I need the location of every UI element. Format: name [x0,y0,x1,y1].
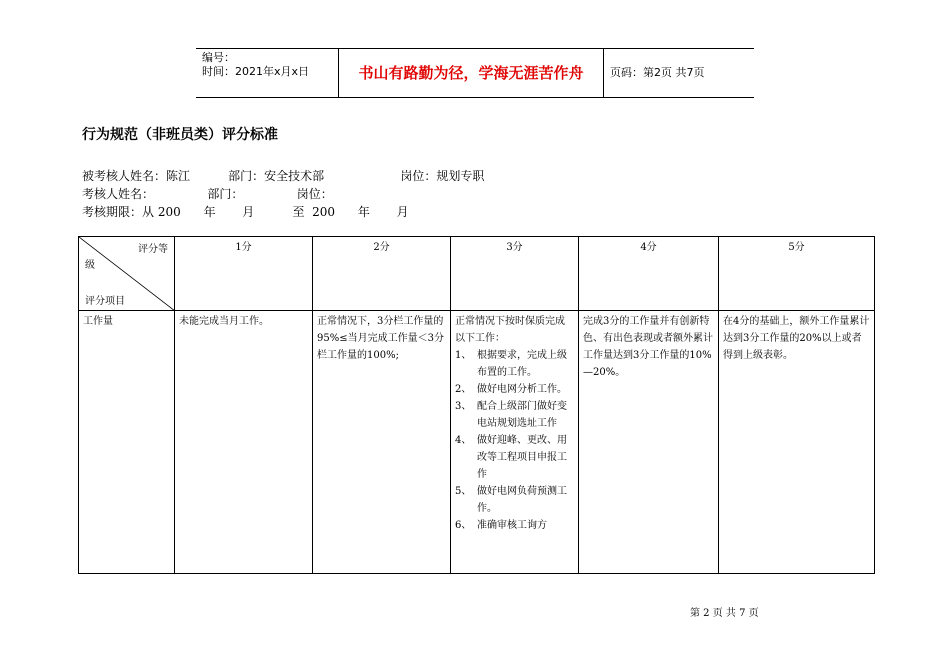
score-3-list [455,347,574,534]
score-2-cell: 正常情况下，3分栏工作量的95%≤当月完成工作量＜3分栏工作量的100%; [313,311,451,574]
list-item: 4、 做好迎峰、更改、用改等工程项目申报工作 [455,435,567,480]
scoring-table [78,236,875,574]
score-1-cell: 未能完成当月工作。 [175,311,313,574]
page-label: 页码：第2页 共7页 [610,66,705,79]
page-title: 行为规范（非班员类）评分标准 [82,127,278,143]
score-5-cell: 在4分的基础上，额外工作量累计达到3分工作量的20%以上或者得到上级表彰。 [719,311,875,574]
info-assessee: 被考核人姓名：陈江 部门：安全技术部 岗位：规划专职 [82,169,485,183]
column-header: 5分 [719,237,875,311]
score-3-cell [451,311,579,574]
column-header: 3分 [451,237,579,311]
corner-item-label: 评分项目 [85,296,125,307]
page-footer: 第 2 页 共 7 页 [690,608,759,619]
header-motto: 书山有路勤为径，学海无涯苦作舟 [358,64,584,82]
corner-score-label: 评分等 [138,244,168,255]
list-item: 3、 配合上级部门做好变电站规划选址工作 [455,401,567,429]
item-name-cell: 工作量 [79,311,175,574]
column-header: 1分 [175,237,313,311]
list-item: 6、 准确审核工询方 [455,520,547,531]
info-assessor: 考核人姓名： 部门： 岗位： [82,187,333,201]
document-header [196,48,754,98]
table-header-row [79,237,875,311]
info-period: 考核期限：从 200 年 月 至 200 年 月 [82,205,409,219]
column-header: 4分 [579,237,719,311]
list-item: 1、 根据要求，完成上级布置的工作。 [455,350,567,378]
code-label: 编号： [202,51,235,64]
column-header: 2分 [313,237,451,311]
list-item: 5、 做好电网负荷预测工作。 [455,486,567,514]
header-meta [196,49,338,97]
score-3-intro: 正常情况下按时保质完成以下工作： [455,316,565,344]
time-label: 时间：2021年x月x日 [202,65,310,78]
score-4-cell: 完成3分的工作量并有创新特色、有出色表现或者额外累计工作量达到3分工作量的10%—20%。 [579,311,719,574]
list-item: 2、 做好电网分析工作。 [455,384,567,395]
table-row [79,311,875,574]
corner-level-label: 级 [85,260,95,271]
corner-cell [79,237,175,311]
